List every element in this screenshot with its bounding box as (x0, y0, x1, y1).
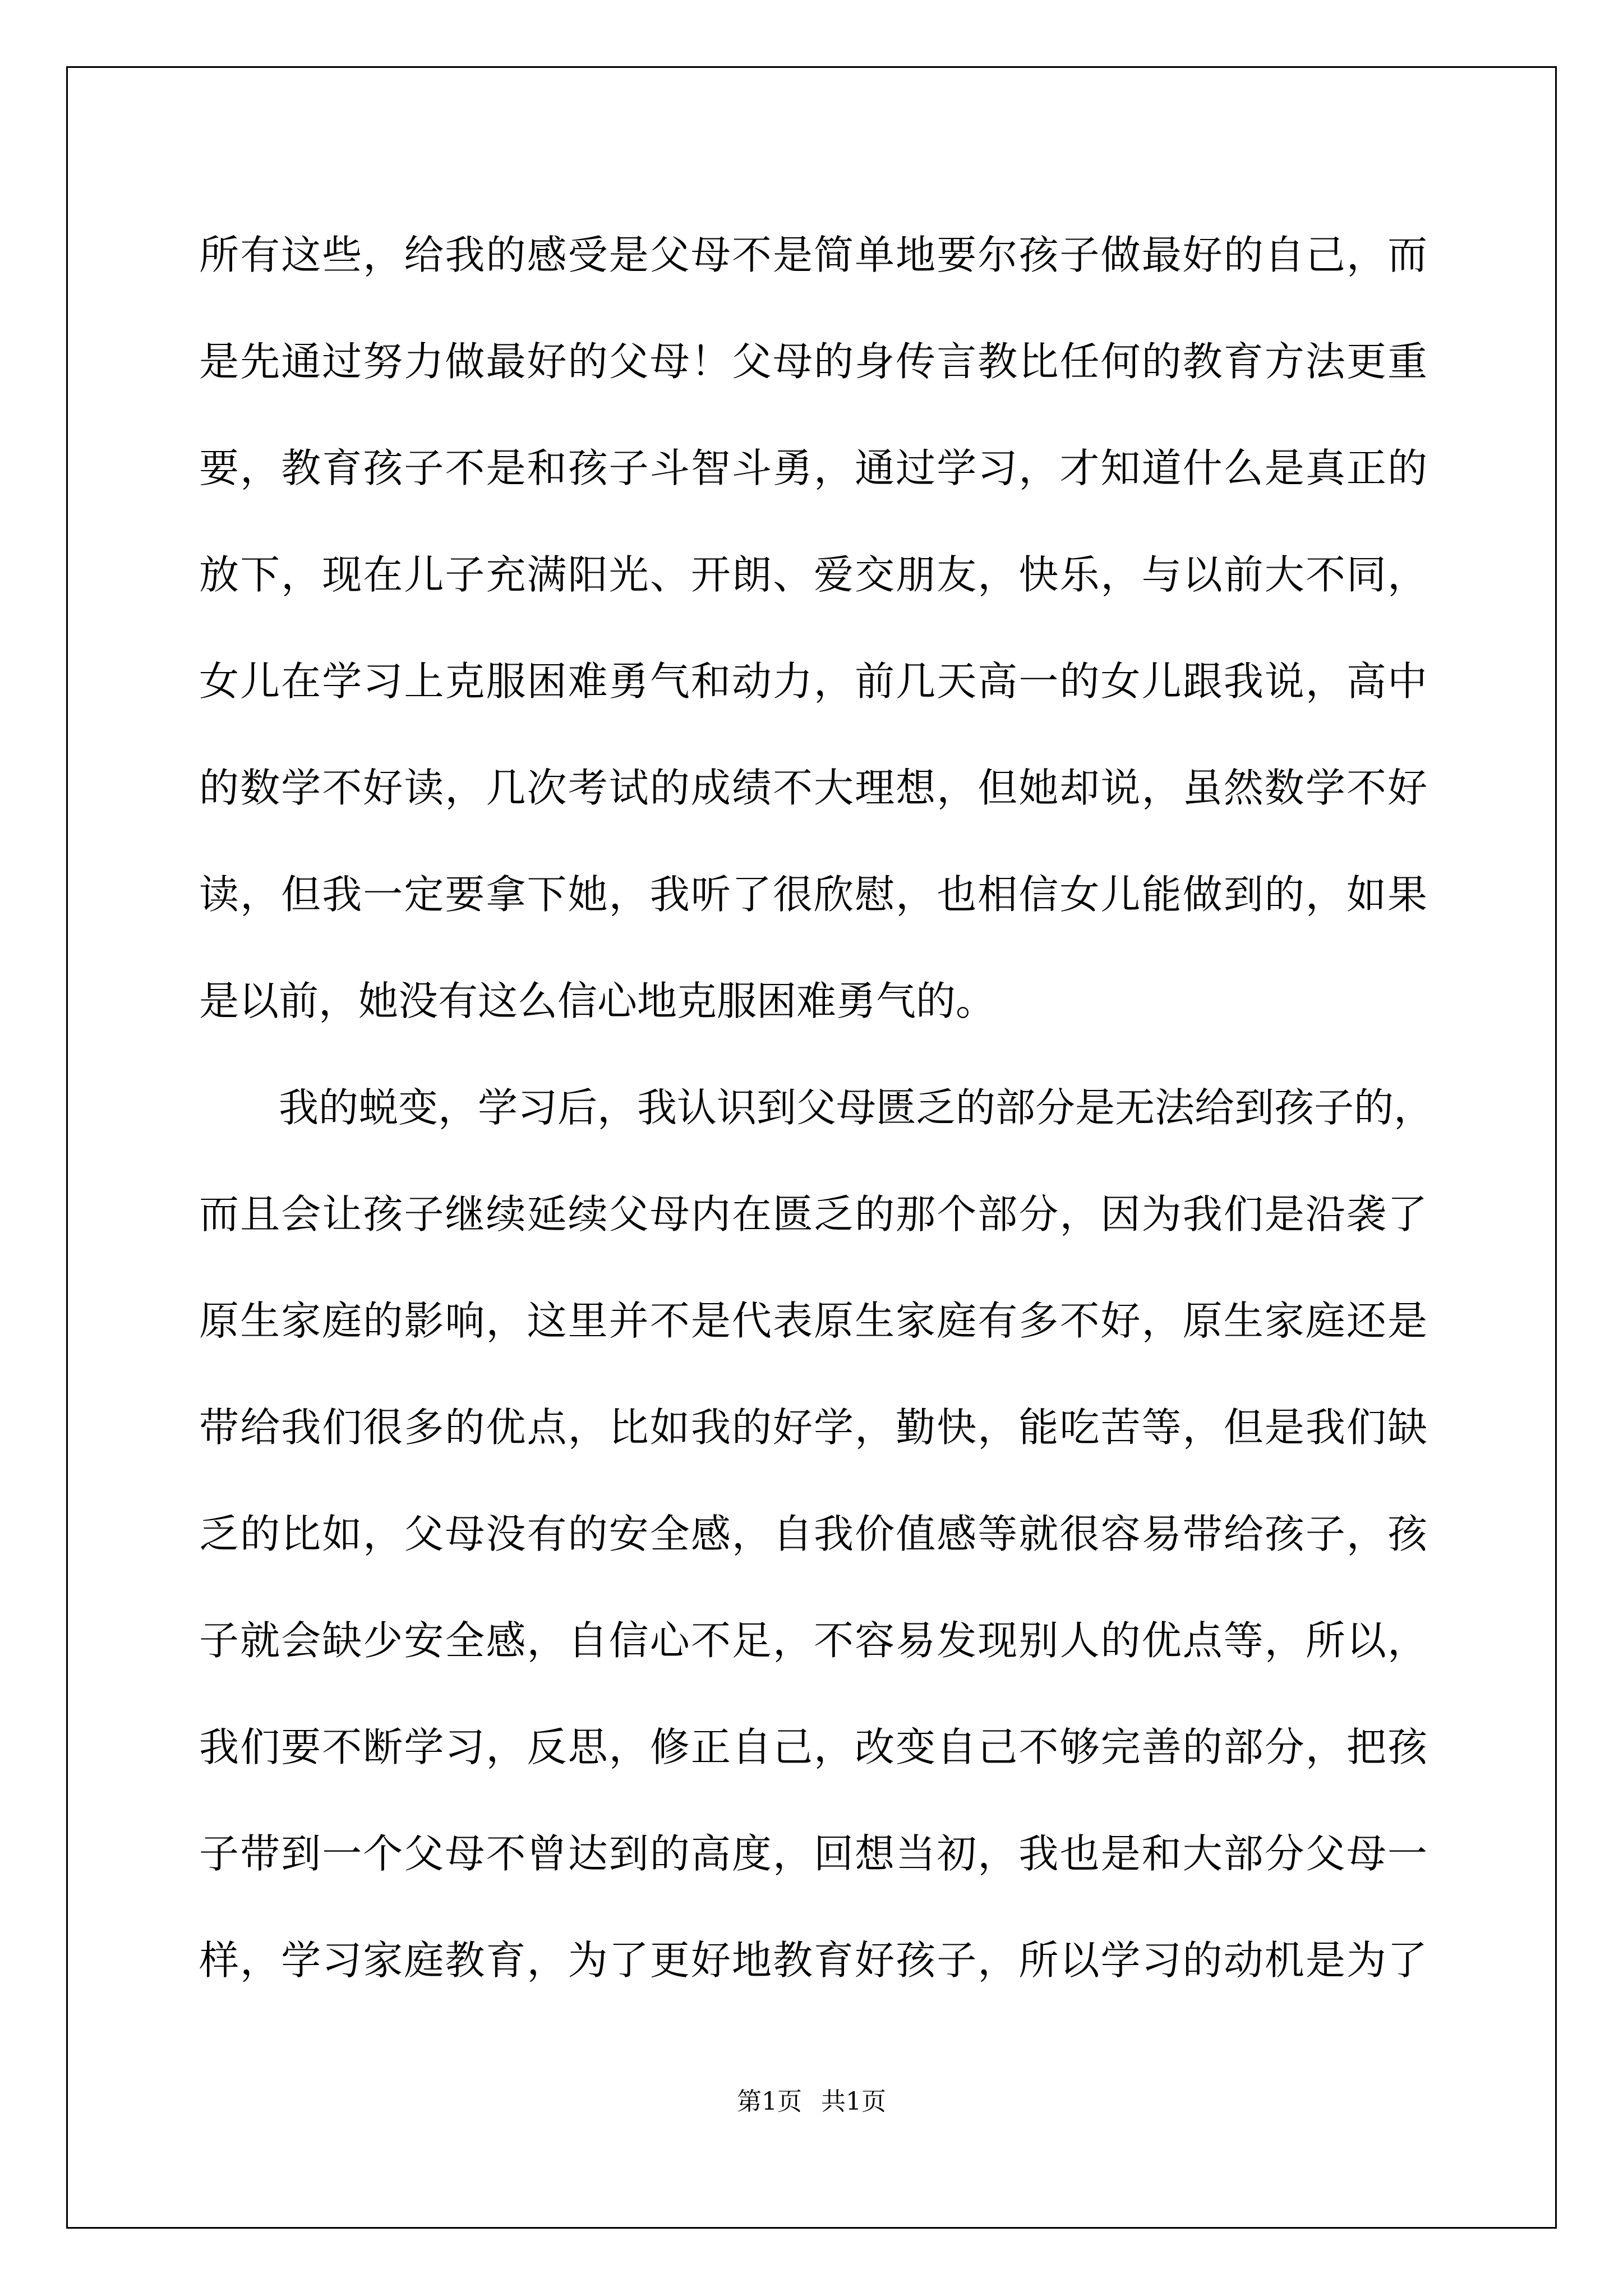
text-line: 子带到一个父母不曾达到的高度，回想当初，我也是和大部分父母一 (199, 1830, 1427, 1877)
text-line: 原生家庭的影响，这里并不是代表原生家庭有多不好，原生家庭还是 (199, 1297, 1427, 1344)
text-line: 的数学不好读，几次考试的成绩不大理想，但她却说，虽然数学不好 (199, 765, 1427, 811)
text-line: 子就会缺少安全感，自信心不足，不容易发现别人的优点等，所以， (199, 1617, 1427, 1664)
text-line: 是以前，她没有这么信心地克服困难勇气的。 (199, 978, 996, 1024)
text-line: 所有这些，给我的感受是父母不是简单地要尔孩子做最好的自己，而 (199, 232, 1427, 278)
text-line: 样，学习家庭教育，为了更好地教育好孩子，所以学习的动机是为了 (199, 1937, 1427, 1984)
page-footer (0, 2081, 1623, 2117)
text-line: 乏的比如，父母没有的安全感，自我价值感等就很容易带给孩子，孩 (199, 1511, 1427, 1557)
page-number: 第1页 (737, 2087, 802, 2116)
text-line: 放下，现在儿子充满阳光、开朗、爱交朋友，快乐，与以前大不同， (199, 551, 1427, 598)
text-line: 而且会让孩子继续延续父母内在匮乏的那个部分，因为我们是沿袭了 (199, 1191, 1427, 1237)
page-total: 共1页 (821, 2087, 886, 2116)
text-line: 女儿在学习上克服困难勇气和动力，前几天高一的女儿跟我说，高中 (199, 658, 1427, 705)
text-line: 读，但我一定要拿下她，我听了很欣慰，也相信女儿能做到的，如果 (199, 871, 1427, 918)
text-line: 我们要不断学习，反思，修正自己，改变自己不够完善的部分，把孩 (199, 1724, 1427, 1770)
document-body (199, 202, 1434, 2014)
text-line: 要，教育孩子不是和孩子斗智斗勇，通过学习，才知道什么是真正的 (199, 445, 1427, 491)
text-line: 带给我们很多的优点，比如我的好学，勤快，能吃苦等，但是我们缺 (199, 1404, 1427, 1451)
text-line: 我的蜕变，学习后，我认识到父母匮乏的部分是无法给到孩子的， (199, 1084, 1434, 1131)
text-line: 是先通过努力做最好的父母！父母的身传言教比任何的教育方法更重 (199, 338, 1427, 385)
